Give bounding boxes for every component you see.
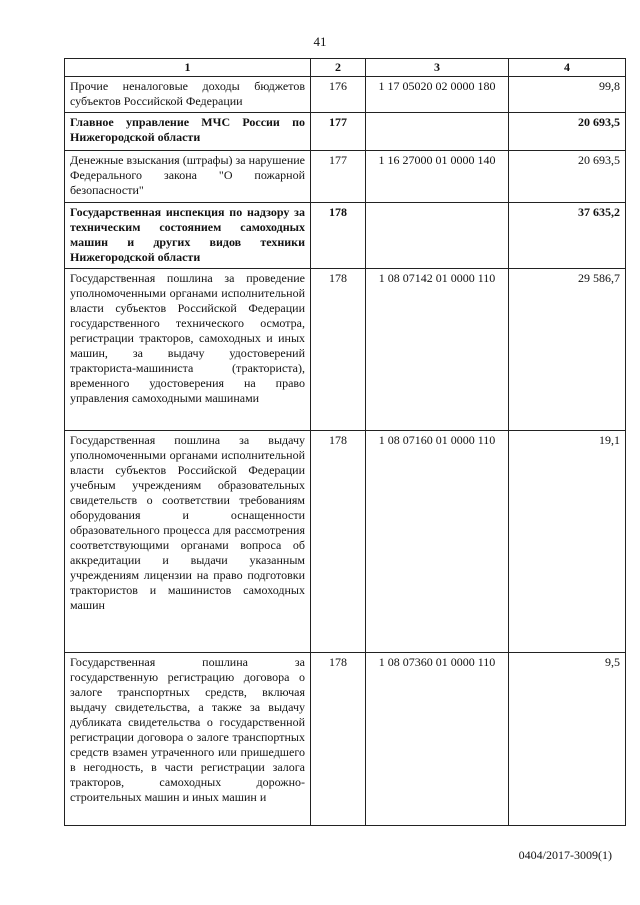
budget-code-cell (366, 203, 509, 269)
column-header-1: 1 (65, 59, 311, 77)
document-reference-number: 0404/2017-3009(1) (518, 848, 612, 862)
table-row (65, 203, 626, 269)
revenue-name-cell: Государственная инспекция по надзору за техническим состоянием самоходных машин и других видов техники Нижегородской области (65, 203, 311, 269)
table-row (65, 431, 626, 653)
column-header-4: 4 (509, 59, 626, 77)
table-row (65, 113, 626, 151)
amount-cell: 99,8 (509, 77, 626, 113)
budget-code-cell: 1 17 05020 02 0000 180 (366, 77, 509, 113)
admin-code-cell: 178 (311, 269, 366, 431)
revenue-name-cell: Денежные взыскания (штрафы) за нарушение Федерального закона "О пожарной безопасности" (65, 151, 311, 203)
table-row (65, 151, 626, 203)
budget-code-cell (366, 113, 509, 151)
admin-code-cell: 176 (311, 77, 366, 113)
budget-code-cell: 1 08 07142 01 0000 110 (366, 269, 509, 431)
table-row (65, 77, 626, 113)
revenue-name-cell: Государственная пошлина за государственную регистрацию договора о залоге транспортных средств, включая выдачу свидетельства, а также за выдачу дубликата свидетельства о государственной регистрации договора о залоге транспортных средств взамен утраченного или пришедшего в негодность, в части регистрации залога тракторов, самоходных дорожно-строительных машин и иных машин и (65, 653, 311, 826)
amount-cell: 19,1 (509, 431, 626, 653)
table-body (65, 77, 626, 826)
amount-cell: 37 635,2 (509, 203, 626, 269)
admin-code-cell: 178 (311, 653, 366, 826)
budget-code-cell: 1 16 27000 01 0000 140 (366, 151, 509, 203)
amount-cell: 9,5 (509, 653, 626, 826)
column-header-3: 3 (366, 59, 509, 77)
amount-cell: 29 586,7 (509, 269, 626, 431)
admin-code-cell: 177 (311, 113, 366, 151)
table-row (65, 653, 626, 826)
admin-code-cell: 178 (311, 203, 366, 269)
admin-code-cell: 177 (311, 151, 366, 203)
column-header-2: 2 (311, 59, 366, 77)
budget-code-cell: 1 08 07160 01 0000 110 (366, 431, 509, 653)
revenue-name-cell: Прочие неналоговые доходы бюджетов субъектов Российской Федерации (65, 77, 311, 113)
admin-code-cell: 178 (311, 431, 366, 653)
table-row (65, 269, 626, 431)
revenue-name-cell: Главное управление МЧС России по Нижегородской области (65, 113, 311, 151)
table-header-row (65, 59, 626, 77)
amount-cell: 20 693,5 (509, 113, 626, 151)
budget-code-cell: 1 08 07360 01 0000 110 (366, 653, 509, 826)
revenue-name-cell: Государственная пошлина за проведение уполномоченными органами исполнительной власти субъектов Российской Федерации государственного технического осмотра, регистрации тракторов, самоходных и иных машин, за выдачу удостоверений тракториста-машиниста (тракториста), временного удостоверения на право управления самоходными машинами (65, 269, 311, 431)
amount-cell: 20 693,5 (509, 151, 626, 203)
revenue-table (64, 58, 626, 826)
revenue-name-cell: Государственная пошлина за выдачу уполномоченными органами исполнительной власти субъектов Российской Федерации учебным учреждениям образовательных свидетельств о соответствии требованиям оборудования и оснащенности образовательного процесса для рассмотрения соответствующими органами вопроса об аккредитации и выдачи указанным учреждениям лицензии на право подготовки трактористов и машинистов самоходных машин (65, 431, 311, 653)
page-number: 41 (313, 34, 327, 49)
